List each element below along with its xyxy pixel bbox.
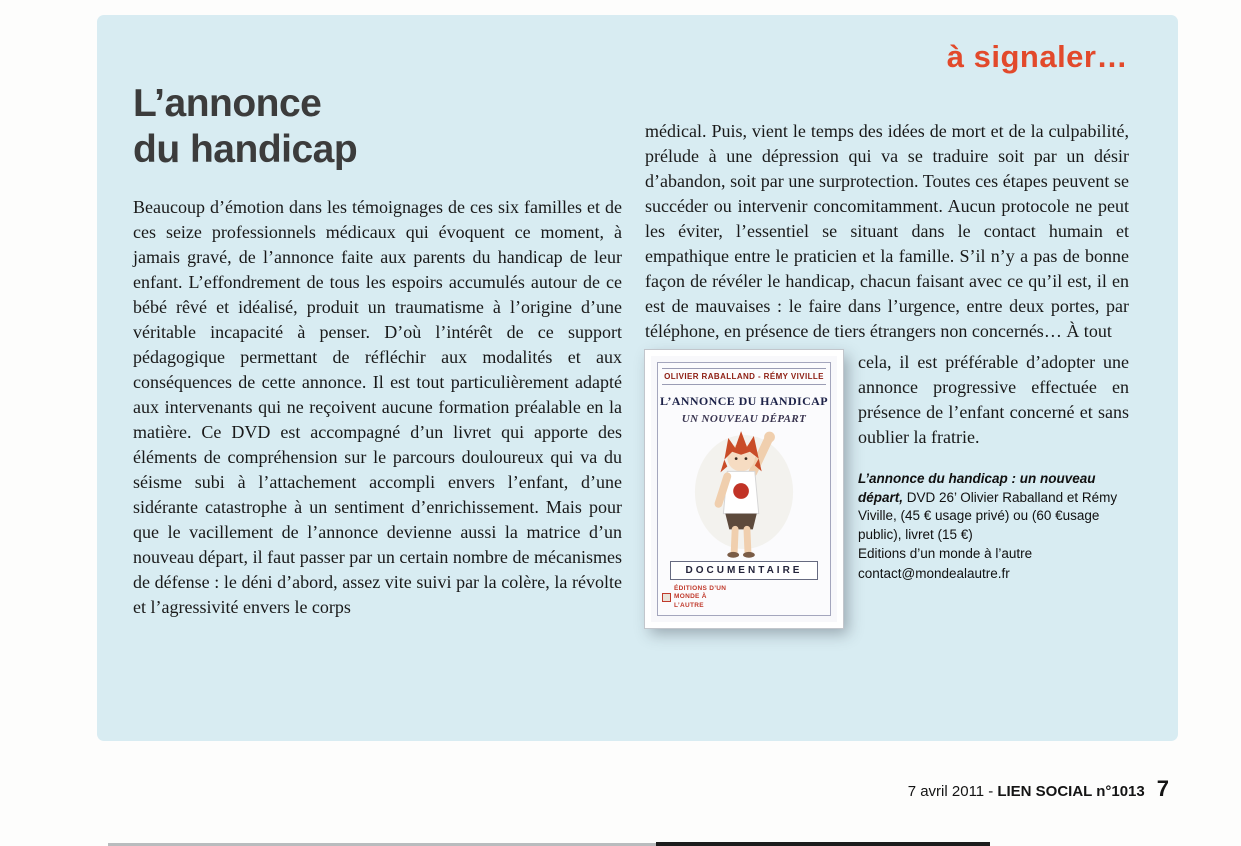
publisher-logo-text: ÉDITIONS D’UN MONDE À L’AUTRE (674, 584, 727, 610)
figure-side-column (858, 350, 1129, 583)
dvd-subtitle: UN NOUVEAU DÉPART (681, 413, 807, 425)
footer-journal: LIEN SOCIAL n°1013 (997, 783, 1145, 800)
page-footer (908, 776, 1169, 802)
dvd-title: L’ANNONCE DU HANDICAP (660, 394, 828, 408)
dvd-cover (645, 350, 843, 628)
title-line-1: L’annonce (133, 82, 322, 125)
article-column-right (645, 119, 1129, 628)
article-text-column-2: médical. Puis, vient le temps des idées de mort et de la culpabilité, prélude à une dépression qui va se traduire soit par un désir d’abandon, soit par une surprotection. Toutes ces étapes peuvent se succéder ou intervenir concomitamment. Aucun protocole ne peut les éviter, l’essentiel se situant dans le contact humain et empathique entre le praticien et la famille. S’il n’y a pas de bonne façon de révéler le handicap, chacun faisant avec ce qu’il est, il en est de mauvaises : le faire dans l’urgence, entre deux portes, par téléphone, en présence de tiers étrangers non concernés… À tout (645, 121, 1129, 341)
article-title (133, 81, 622, 173)
article-text-column-1: Beaucoup d’émotion dans les témoignages de ces six familles et de ces seize professionnels médicaux qui évoquent ce moment, à jamais gravé, de l’annonce faite aux parents du handicap de leur enfant. L’effondrement de tous les espoirs accumulés autour de ce bébé rêvé et idéalisé, produit un traumatisme à l’origine d’une véritable incapacité à penser. D’où l’intérêt de ce support pédagogique permettant de réfléchir aux modalités et aux conséquences de cette annonce. Il est tout particulièrement adapté aux intervenants qui ne reçoivent aucune formation préalable en la matière. Ce DVD est accompagné d’un livret qui apporte des éléments de compréhension sur le parcours douloureux qui va du séisme subi à l’attachement accompli envers l’enfant, d’une sidérante catastrophe à un sentiment d’enrichissement. Mais pour que le vacillement de l’annonce devienne aussi la matrice d’un nouveau départ, il faut passer par un certain nombre de mécanismes de défense : le déni d’abord, assez vite suivi par la colère, la révolte et l’agressivité envers le corps (133, 197, 622, 617)
footer-date: 7 avril 2011 - (907, 783, 994, 800)
section-label: à signaler… (946, 39, 1128, 74)
dvd-genre-label: DOCUMENTAIRE (670, 561, 818, 580)
dvd-authors: OLIVIER RABALLAND - RÉMY VIVILLE (662, 368, 826, 385)
article-text-beside-figure: cela, il est préférable d’adopter une annonce progressive effectuée en présence de l’enfant concerné et sans oublier la fratrie. (858, 352, 1129, 447)
dvd-figure (645, 350, 843, 628)
caption-publisher: Editions d’un monde à l’autre (858, 546, 1033, 561)
figure-row (645, 350, 1129, 628)
publisher-logo-mark (662, 593, 671, 602)
article-panel (97, 15, 1178, 741)
dvd-publisher-logo (662, 585, 732, 611)
footer-page-number: 7 (1156, 776, 1169, 801)
caption-details: DVD 26’ Olivier Raballand et Rémy Viville, (45 € usage privé) ou (60 €usage public), livret (15 €) (858, 489, 1118, 542)
article-column-left (133, 81, 622, 620)
scan-artifact-dark-bar (656, 842, 990, 846)
caption-title: L’annonce du handicap : un nouveau départ, (858, 471, 1096, 505)
title-line-2: du handicap (133, 128, 358, 171)
dvd-cover-inner-frame (657, 362, 831, 616)
dvd-caption (858, 470, 1129, 583)
contact-email: contact@mondealautre.fr (858, 565, 1010, 581)
dvd-illustration-girl (662, 425, 826, 561)
